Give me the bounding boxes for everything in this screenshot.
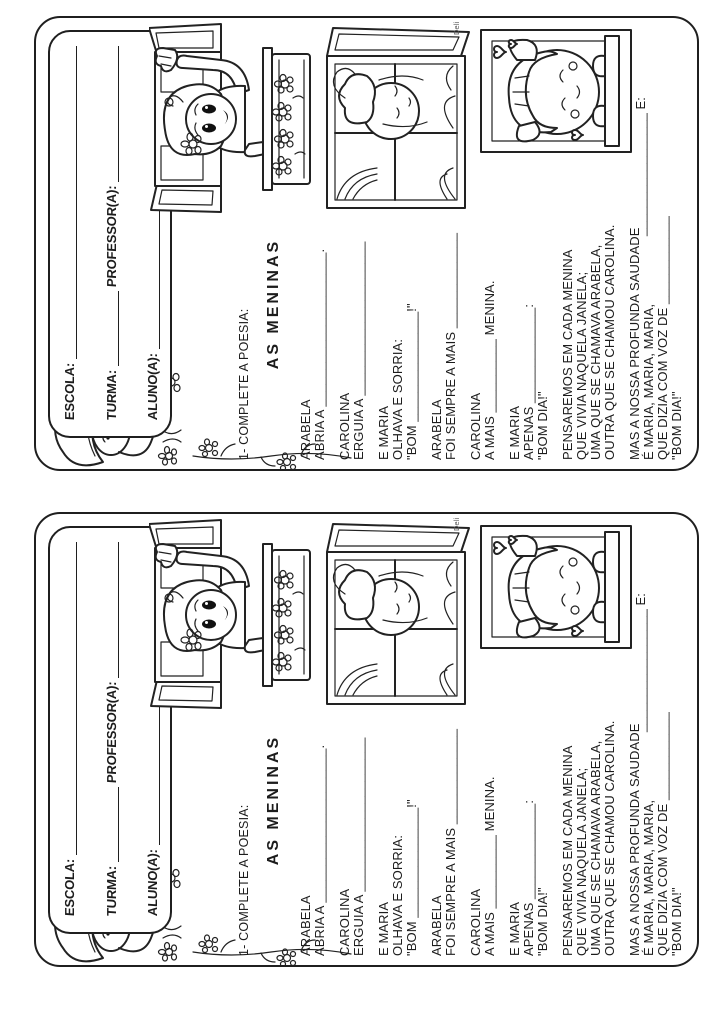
poem-stanza <box>430 198 458 460</box>
poem-line: FOI SEMPRE A MAIS _____________ <box>443 232 458 460</box>
exercise-instruction: 1- COMPLETE A POESIA: <box>237 308 251 460</box>
poem-title: AS MENINAS <box>265 734 282 866</box>
poem-line: MAS A NOSSA PROFUNDA SAUDADE <box>627 723 642 956</box>
poem-line: CAROLINA <box>468 888 483 956</box>
poem-line: APENAS _____________: <box>521 799 536 956</box>
poem-line: ARABELA <box>298 399 313 460</box>
poem-stanza <box>628 198 684 460</box>
poem-stanza <box>508 198 550 460</box>
student-label: ALUNO(A): <box>145 352 160 421</box>
school-line <box>62 46 77 420</box>
poem-line: ARABELA <box>429 399 444 460</box>
poem-line: "BOM DIA!" <box>669 887 684 956</box>
class-label: TURMA: <box>103 369 119 421</box>
poem-line: É MARIA, MARIA, MARIA, <box>641 303 656 460</box>
poem-line: ARABELA <box>429 895 444 956</box>
poem-stanza <box>469 694 497 956</box>
class-teacher-line <box>104 542 119 916</box>
poem-line: "BOM DIA!" <box>669 391 684 460</box>
poem-line: FOI SEMPRE A MAIS _____________ <box>443 728 458 956</box>
girl-waving-window-icon <box>149 22 319 214</box>
poem-line: CAROLINA <box>337 888 352 956</box>
poem-line: ABRIA A _____________________. <box>312 248 327 460</box>
poem-line: ABRIA A _____________________. <box>312 744 327 956</box>
poem-line: QUE DIZIA COM VOZ DE ____________ <box>655 216 670 460</box>
framed-girl-illustration <box>477 26 635 156</box>
class-fill-line <box>106 787 119 862</box>
poem-line: QUE VIVIA NAQUELA JANELA; <box>574 767 589 956</box>
class-label: TURMA: <box>103 865 119 917</box>
girl-waving-window-illustration <box>149 22 319 214</box>
poem-line: A MAIS __________ MENINA. <box>482 280 497 460</box>
poem-stanza <box>430 694 458 956</box>
teacher-label: PROFESSOR(A): <box>103 681 119 784</box>
girl-waving-window-icon <box>149 518 319 710</box>
poem-line: E MARIA <box>507 901 522 956</box>
poem-line: PENSAREMOS EM CADA MENINA <box>560 745 575 956</box>
poem-line: ERGUIA A _____________________ <box>351 737 366 956</box>
poem-line: "BOM _______________!" <box>404 303 419 460</box>
worksheet-sheet <box>33 511 700 968</box>
poem-stanza <box>299 198 327 460</box>
poem-line: E MARIA <box>507 405 522 460</box>
exercise-instruction: 1- COMPLETE A POESIA: <box>237 804 251 956</box>
poem-line: MAS A NOSSA PROFUNDA SAUDADE <box>627 227 642 460</box>
poem-stanza <box>508 694 550 956</box>
poem-line: A MAIS __________ MENINA. <box>482 776 497 956</box>
poem-stanza <box>299 694 327 956</box>
poem-line: UMA QUE SE CHAMAVA ARABELA, <box>588 740 603 956</box>
student-label: ALUNO(A): <box>145 848 160 917</box>
poem-line: CAROLINA <box>468 392 483 460</box>
framed-girl-illustration <box>477 522 635 652</box>
poem-line: OUTRA QUE SE CHAMOU CAROLINA. <box>602 224 617 460</box>
poem-line: ARABELA <box>298 895 313 956</box>
poem-line: "BOM _______________!" <box>404 799 419 956</box>
school-label: ESCOLA: <box>62 362 77 421</box>
poem-line: OUTRA QUE SE CHAMOU CAROLINA. <box>602 720 617 956</box>
poem-stanza <box>561 198 617 460</box>
poem-stanza <box>377 694 419 956</box>
poem-stanza <box>561 694 617 956</box>
poem-line: ERGUIA A _____________________ <box>351 241 366 460</box>
final-fill-line: _________________ E: <box>633 593 648 732</box>
poem-line: UMA QUE SE CHAMAVA ARABELA, <box>588 244 603 460</box>
poem-text <box>299 694 695 956</box>
poem-line: QUE VIVIA NAQUELA JANELA; <box>574 271 589 460</box>
worksheet-copy-2 <box>33 511 700 968</box>
framed-girl-icon <box>477 26 635 156</box>
poem-stanza <box>469 198 497 460</box>
school-label: ESCOLA: <box>62 858 77 917</box>
window-girl-icon <box>323 18 471 214</box>
teacher-fill-line <box>106 542 119 678</box>
poem-line: OLHAVA E SORRIA: <box>390 338 405 460</box>
window-girl-icon <box>323 514 471 710</box>
poem-line: E MARIA <box>376 405 391 460</box>
poem-line: PENSAREMOS EM CADA MENINA <box>560 249 575 460</box>
school-fill-line <box>64 542 77 855</box>
school-fill-line <box>64 46 77 359</box>
artist-signature: Deli <box>453 517 461 531</box>
poem-title: AS MENINAS <box>265 238 282 370</box>
window-girl-illustration <box>323 18 471 214</box>
teacher-label: PROFESSOR(A): <box>103 185 119 288</box>
poem-line: É MARIA, MARIA, MARIA, <box>641 799 656 956</box>
poem-stanza <box>628 694 684 956</box>
poem-line: QUE DIZIA COM VOZ DE ____________ <box>655 712 670 956</box>
poem-stanza <box>377 198 419 460</box>
poem-line: OLHAVA E SORRIA: <box>390 834 405 956</box>
window-girl-illustration <box>323 514 471 710</box>
poem-line: "BOM DIA!" <box>535 887 550 956</box>
poem-text <box>299 198 695 460</box>
artist-signature: Deli <box>453 21 461 35</box>
poem-stanza <box>338 198 366 460</box>
poem-line: APENAS _____________: <box>521 303 536 460</box>
poem-stanza <box>338 694 366 956</box>
class-teacher-line <box>104 46 119 420</box>
class-fill-line <box>106 291 119 366</box>
worksheet-copy-1 <box>33 15 700 472</box>
school-line <box>62 542 77 916</box>
final-fill-line: _________________ E: <box>633 97 648 236</box>
poem-line: E MARIA <box>376 901 391 956</box>
teacher-fill-line <box>106 46 119 182</box>
worksheet-sheet <box>33 15 700 472</box>
framed-girl-icon <box>477 522 635 652</box>
poem-line: CAROLINA <box>337 392 352 460</box>
girl-waving-window-illustration <box>149 518 319 710</box>
poem-line: "BOM DIA!" <box>535 391 550 460</box>
